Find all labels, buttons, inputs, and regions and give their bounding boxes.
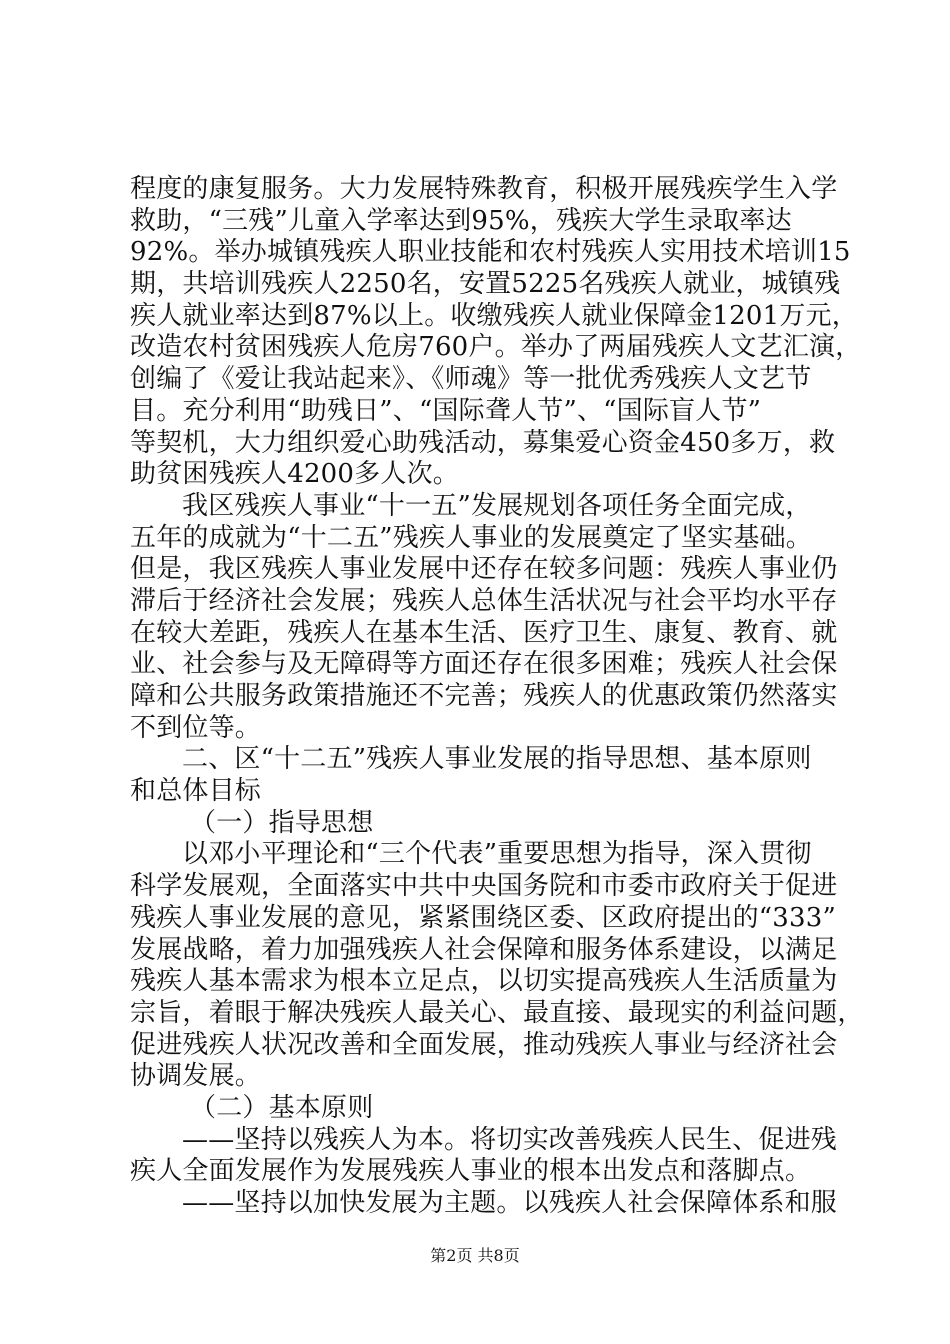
subsection-heading: （二）基本原则 [190, 1092, 374, 1123]
text-line: 助贫困残疾人4200多人次。 [130, 459, 459, 490]
text-line: 滞后于经济社会发展；残疾人总体生活状况与社会平均水平存 [130, 585, 838, 616]
text-line: 科学发展观，全面落实中共中央国务院和市委市政府关于促进 [130, 871, 838, 902]
document-body [130, 174, 864, 1220]
subsection-heading: （一）指导思想 [190, 807, 374, 838]
text-line: 在较大差距，残疾人在基本生活、医疗卫生、康复、教育、就 [130, 617, 838, 648]
text-line: 等契机，大力组织爱心助残活动，募集爱心资金450多万，救 [130, 427, 836, 458]
text-line: 宗旨，着眼于解决残疾人最关心、最直接、最现实的利益问题， [130, 997, 864, 1028]
text-line: 疾人全面发展作为发展残疾人事业的根本出发点和落脚点。 [130, 1156, 812, 1187]
text-line: 目。充分利用“助残日”、“国际聋人节”、“国际盲人节” [130, 395, 762, 426]
paragraph-start: 我区残疾人事业“十一五”发展规划各项任务全面完成， [182, 490, 812, 521]
text-line: 救助，“三残”儿童入学率达到95%，残疾大学生录取率达 [130, 205, 792, 236]
text-line: 障和公共服务政策措施还不完善；残疾人的优惠政策仍然落实 [130, 681, 838, 711]
text-line: 业、社会参与及无障碍等方面还存在很多困难；残疾人社会保 [130, 649, 838, 680]
text-line: 协调发展。 [130, 1061, 262, 1092]
text-line: 发展战略，着力加强残疾人社会保障和服务体系建设，以满足 [130, 934, 838, 965]
page-number: 第2页 共8页 [430, 1246, 520, 1265]
section-heading-continued: 和总体目标 [130, 776, 262, 807]
section-heading: 二、区“十二五”残疾人事业发展的指导思想、基本原则 [182, 744, 812, 775]
paragraph-start: ——坚持以加快发展为主题。以残疾人社会保障体系和服 [182, 1188, 838, 1218]
text-line: 疾人就业率达到87%以上。收缴残疾人就业保障金1201万元， [130, 300, 858, 331]
text-line: 程度的康复服务。大力发展特殊教育，积极开展残疾学生入学 [130, 174, 838, 204]
paragraph-start: 以邓小平理论和“三个代表”重要思想为指导，深入贯彻 [182, 839, 812, 870]
text-line: 五年的成就为“十二五”残疾人事业的发展奠定了坚实基础。 [130, 522, 812, 553]
text-line: 期，共培训残疾人2250名，安置5225名残疾人就业，城镇残 [130, 269, 841, 300]
text-line: 促进残疾人状况改善和全面发展，推动残疾人事业与经济社会 [130, 1029, 838, 1060]
text-line: 残疾人基本需求为根本立足点，以切实提高残疾人生活质量为 [130, 966, 838, 997]
text-line: 不到位等。 [130, 712, 262, 743]
text-line: 残疾人事业发展的意见，紧紧围绕区委、区政府提出的“333” [130, 902, 837, 933]
text-line: 改造农村贫困残疾人危房760户。举办了两届残疾人文艺汇演， [130, 332, 862, 363]
text-line: 但是，我区残疾人事业发展中还存在较多问题：残疾人事业仍 [130, 554, 838, 585]
text-line: 创编了《爱让我站起来》、《师魂》等一批优秀残疾人文艺节 [130, 364, 812, 395]
paragraph-start: ——坚持以残疾人为本。将切实改善残疾人民生、促进残 [182, 1124, 838, 1155]
text-line: 92%。举办城镇残疾人职业技能和农村残疾人实用技术培训15 [130, 237, 851, 268]
